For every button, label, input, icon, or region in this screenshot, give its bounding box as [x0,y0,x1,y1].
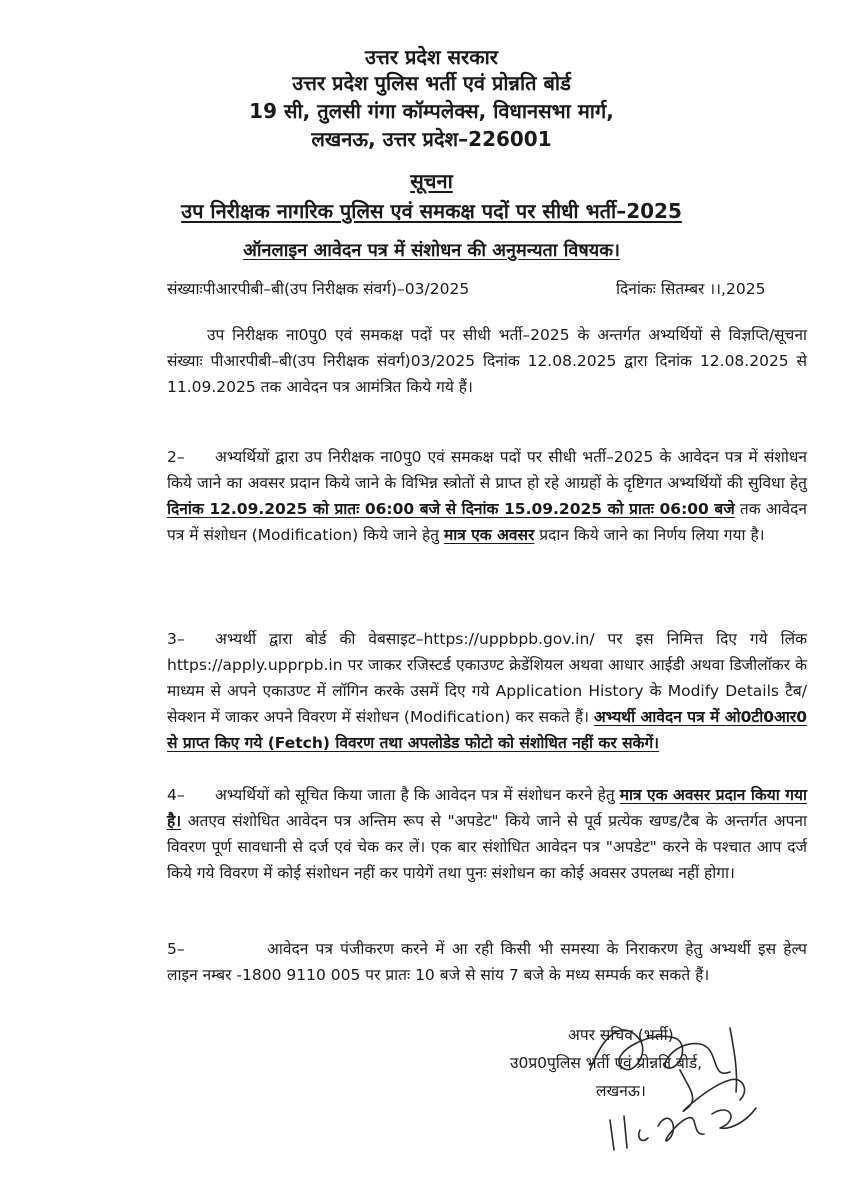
board-city: लखनऊ, उत्तर प्रदेश–226001 [311,127,552,151]
board-name: उत्तर प्रदेश पुलिस भर्ती एवं प्रोन्नति बोर्ड [292,71,571,95]
fetch-restriction-note: अभ्यर्थी आवेदन पत्र में ओ0टी0आर0 से प्राप्त किए गये (Fetch) विवरण तथा अपलोडेड फोटो को संशोधित नहीं कर सकेगें। [167,708,807,752]
one-chance-note: मात्र एक अवसर प्रदान किया गया है। [167,786,807,830]
signatory-city: लखनऊ। [596,1082,646,1100]
paragraph-2-number: 2– [167,448,185,466]
paragraph-4: 4– अभ्यर्थियों को सूचित किया जाता है कि आवेदन पत्र में संशोधन करने हेतु मात्र एक अवसर प्रदान किया गया है। अतएव संशोधित आवेदन पत्र अन्तिम रूप से "अपडेट" किये जाने से पूर्व प्रत्येक खण्ड/टैब के अन्तर्गत अपना विवरण पूर्ण सावधानी से दर्ज एवं चेक कर लें। एक बार संशोधित आवेदन पत्र "अपडेट" करने के पश्चात आप दर्ज किये गये विवरण में कोई संशोधन नहीं कर पायेगें तथा पुनः संशोधन का कोई अवसर उपलब्ध नहीं होगा। [167,782,807,886]
notice-title: उप निरीक्षक नागरिक पुलिस एवं समकक्ष पदों पर सीधी भर्ती–2025 [181,199,682,223]
paragraph-5 [167,936,807,988]
paragraph-1-text: उप निरीक्षक ना0पु0 एवं समकक्ष पदों पर सीधी भर्ती–2025 के अन्तर्गत अभ्यर्थियों से विज्ञप्ति/सूचना संख्याः पीआरपीबी–बी(उप निरीक्षक संवर्ग)03/2025 दिनांक 12.08.2025 द्वारा दिनांक 12.08.2025 से 11.09.2025 तक आवेदन पत्र आमंत्रित किये गये हैं। [167,326,807,396]
paragraph-3-number: 3– [167,630,185,648]
helpline-text: आवेदन पत्र पंजीकरण करने में आ रही किसी भी समस्या के निराकरण हेतु अभ्यर्थी इस हेल्प लाइन नम्बर -1800 9110 005 पर प्रातः 10 बजे से सांय 7 बजे के मध्य सम्पर्क कर सकते हैं। [167,940,807,984]
paragraph-4-number: 4– [167,786,185,804]
paragraph-3: 3– अभ्यर्थी द्वारा बोर्ड की वेबसाइट–https://uppbpb.gov.in/ पर इस निमित्त दिए गये लिंक https://apply.upprpb.in पर जाकर रजिस्टर्ड एकाउण्ट क्रेडेंशियल अथवा आधार आईडी अथवा डिजीलॉकर के माध्यम से अपने एकाउण्ट में लॉगिन करके उसमें दिए गये Application History के Modify Details टैब/सेक्शन में जाकर अपने विवरण में संशोधन (Modification) कर सकते हैं। अभ्यर्थी आवेदन पत्र में ओ0टी0आर0 से प्राप्त किए गये (Fetch) विवरण तथा अपलोडेड फोटो को संशोधित नहीं कर सकेगें। [167,626,807,756]
reference-number: संख्याःपीआरपीबी–बी(उप निरीक्षक संवर्ग)–03/2025 [167,280,470,298]
board-address: 19 सी, तुलसी गंगा कॉम्पलेक्स, विधानसभा मार्ग, [249,99,614,123]
paragraph-1 [167,322,807,400]
govt-name: उत्तर प्रदेश सरकार [365,45,498,69]
modification-window: दिनांक 12.09.2025 को प्रातः 06:00 बजे से दिनांक 15.09.2025 को प्रातः 06:00 बजे [167,500,735,518]
paragraph-2: 2– अभ्यर्थियों द्वारा उप निरीक्षक ना0पु0 एवं समकक्ष पदों पर सीधी भर्ती–2025 के आवेदन पत्र में संशोधन किये जाने का अवसर प्रदान किये जाने के विभिन्न स्त्रोतों से प्राप्त हो रहे आग्रहों के दृष्टिगत अभ्यर्थियों की सुविधा हेतु दिनांक 12.09.2025 को प्रातः 06:00 बजे से दिनांक 15.09.2025 को प्रातः 06:00 बजे तक आवेदन पत्र में संशोधन (Modification) किये जाने हेतु मात्र एक अवसर प्रदान किये जाने का निर्णय लिया गया है। [167,444,807,548]
signatory-office: उ0प्र0पुलिस भर्ती एवं प्रोन्नति बोर्ड, [510,1054,703,1072]
notice-subject: ऑनलाइन आवेदन पत्र में संशोधन की अनुमन्यता विषयक। [243,240,620,261]
notice-label: सूचना [410,169,453,193]
single-chance-note: मात्र एक अवसर [443,526,535,544]
handwritten-signature [580,1010,770,1160]
signatory-designation: अपर सचिव (भर्ती) [568,1026,674,1044]
paragraph-5-number: 5– [167,940,185,958]
reference-date: दिनांकः सितम्बर ।।,2025 [616,280,766,298]
